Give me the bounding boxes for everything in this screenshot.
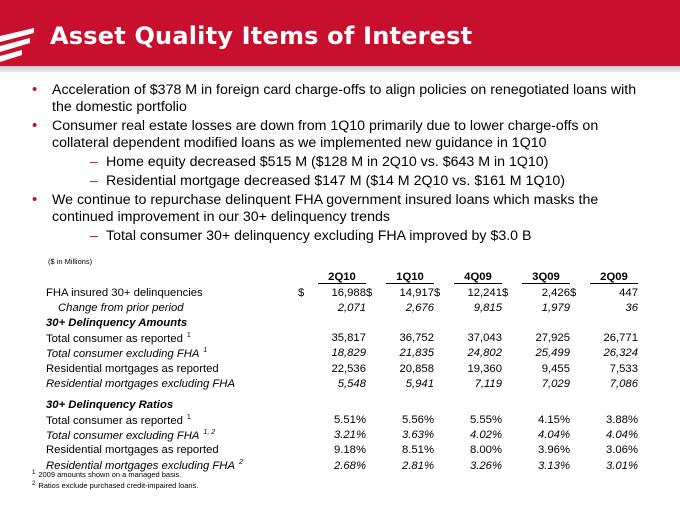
- dash-icon: –: [90, 228, 98, 244]
- bullet-text: We continue to repurchase delinquent FHA government insured loans which masks the continued improvement in our 30+ delinquency trends: [52, 192, 599, 225]
- sub-bullet-delinquency: [32, 228, 652, 245]
- column-header: 4Q09: [446, 271, 502, 285]
- table-row: Change from prior period 2,071 2,676 9,815 1,979 36: [58, 301, 638, 314]
- bullet-text: Acceleration of $378 M in foreign card charge-offs to align policies on renegotiated loans with the domestic portfolio: [52, 82, 637, 115]
- table-row: Residential mortgages excluding FHA 5,548 5,941 7,119 7,029 7,086: [46, 377, 638, 390]
- table-row: Residential mortgages excluding FHA $^2$ 2.68% 2.81% 3.26% 3.13% 3.01%: [46, 459, 638, 473]
- bullet-text: Home equity decreased $515 M ($128 M in 2Q10 vs. $643 M in 1Q10): [106, 154, 549, 170]
- table-row: Total consumer excluding FHA $^{1, 2}$ 3.21% 3.63% 4.02% 4.04% 4.04%: [46, 428, 638, 442]
- table-row: Residential mortgages as reported 22,536 20,858 19,360 9,455 7,533: [46, 362, 638, 375]
- table-header-row: [46, 271, 638, 285]
- dash-icon: –: [90, 173, 98, 189]
- table-row: Total consumer as reported $^1$ 5.51% 5.56% 5.55% 4.15% 3.88%: [46, 413, 638, 427]
- table-row: Total consumer excluding FHA $^1$ 18,829 21,835 24,802 25,499 26,324: [46, 346, 638, 360]
- bullet-fha: [32, 192, 652, 226]
- bullet-dot-icon: •: [32, 117, 38, 134]
- table-row: Residential mortgages as reported 9.18% 8.51% 8.00% 3.96% 3.06%: [46, 444, 638, 457]
- table-row: Total consumer as reported $^1$ 35,817 36,752 37,043 27,925 26,771: [46, 331, 638, 345]
- section-header-row: 30+ Delinquency Amounts: [46, 316, 188, 329]
- column-header: 1Q10: [378, 271, 434, 285]
- bullet-consumer-re: [32, 118, 652, 152]
- column-header: 2Q09: [582, 271, 638, 285]
- sub-bullet-residential: [32, 173, 652, 190]
- page-title: Asset Quality Items of Interest: [50, 22, 473, 50]
- bullet-dot-icon: •: [32, 191, 38, 208]
- bullet-text: Total consumer 30+ delinquency excluding FHA improved by $3.0 B: [106, 228, 532, 244]
- title-divider: [0, 66, 680, 72]
- bullet-text: Consumer real estate losses are down from 1Q10 primarily due to lower charge-offs on collateral dependent modified loans as we implemented new guidance in 1Q10: [52, 118, 599, 151]
- footnote-2: $^2$ Ratios exclude purchased credit-impaired loans.: [32, 481, 199, 490]
- bullet-list: [32, 82, 652, 247]
- column-header: 3Q09: [514, 271, 570, 285]
- bullet-dot-icon: •: [32, 81, 38, 98]
- units-note: ($ in Millions): [48, 257, 93, 266]
- section-header-row: 30+ Delinquency Ratios: [46, 398, 174, 411]
- bullet-text: Residential mortgage decreased $147 M ($14 M 2Q10 vs. $161 M 1Q10): [106, 173, 565, 189]
- footnote-1: $^1$ 2009 amounts shown on a managed basis.: [32, 470, 182, 479]
- sub-bullet-home-equity: [32, 154, 652, 171]
- column-header: 2Q10: [310, 271, 366, 285]
- dash-icon: –: [90, 154, 98, 170]
- delinquency-table: [46, 271, 638, 473]
- bullet-foreign-card: [32, 82, 652, 116]
- table-row: FHA insured 30+ delinquencies $ 16,988 $ 14,917 $ 12,241 $ 2,426 $ 447: [46, 286, 638, 299]
- bank-flag-logo-icon: [0, 28, 34, 66]
